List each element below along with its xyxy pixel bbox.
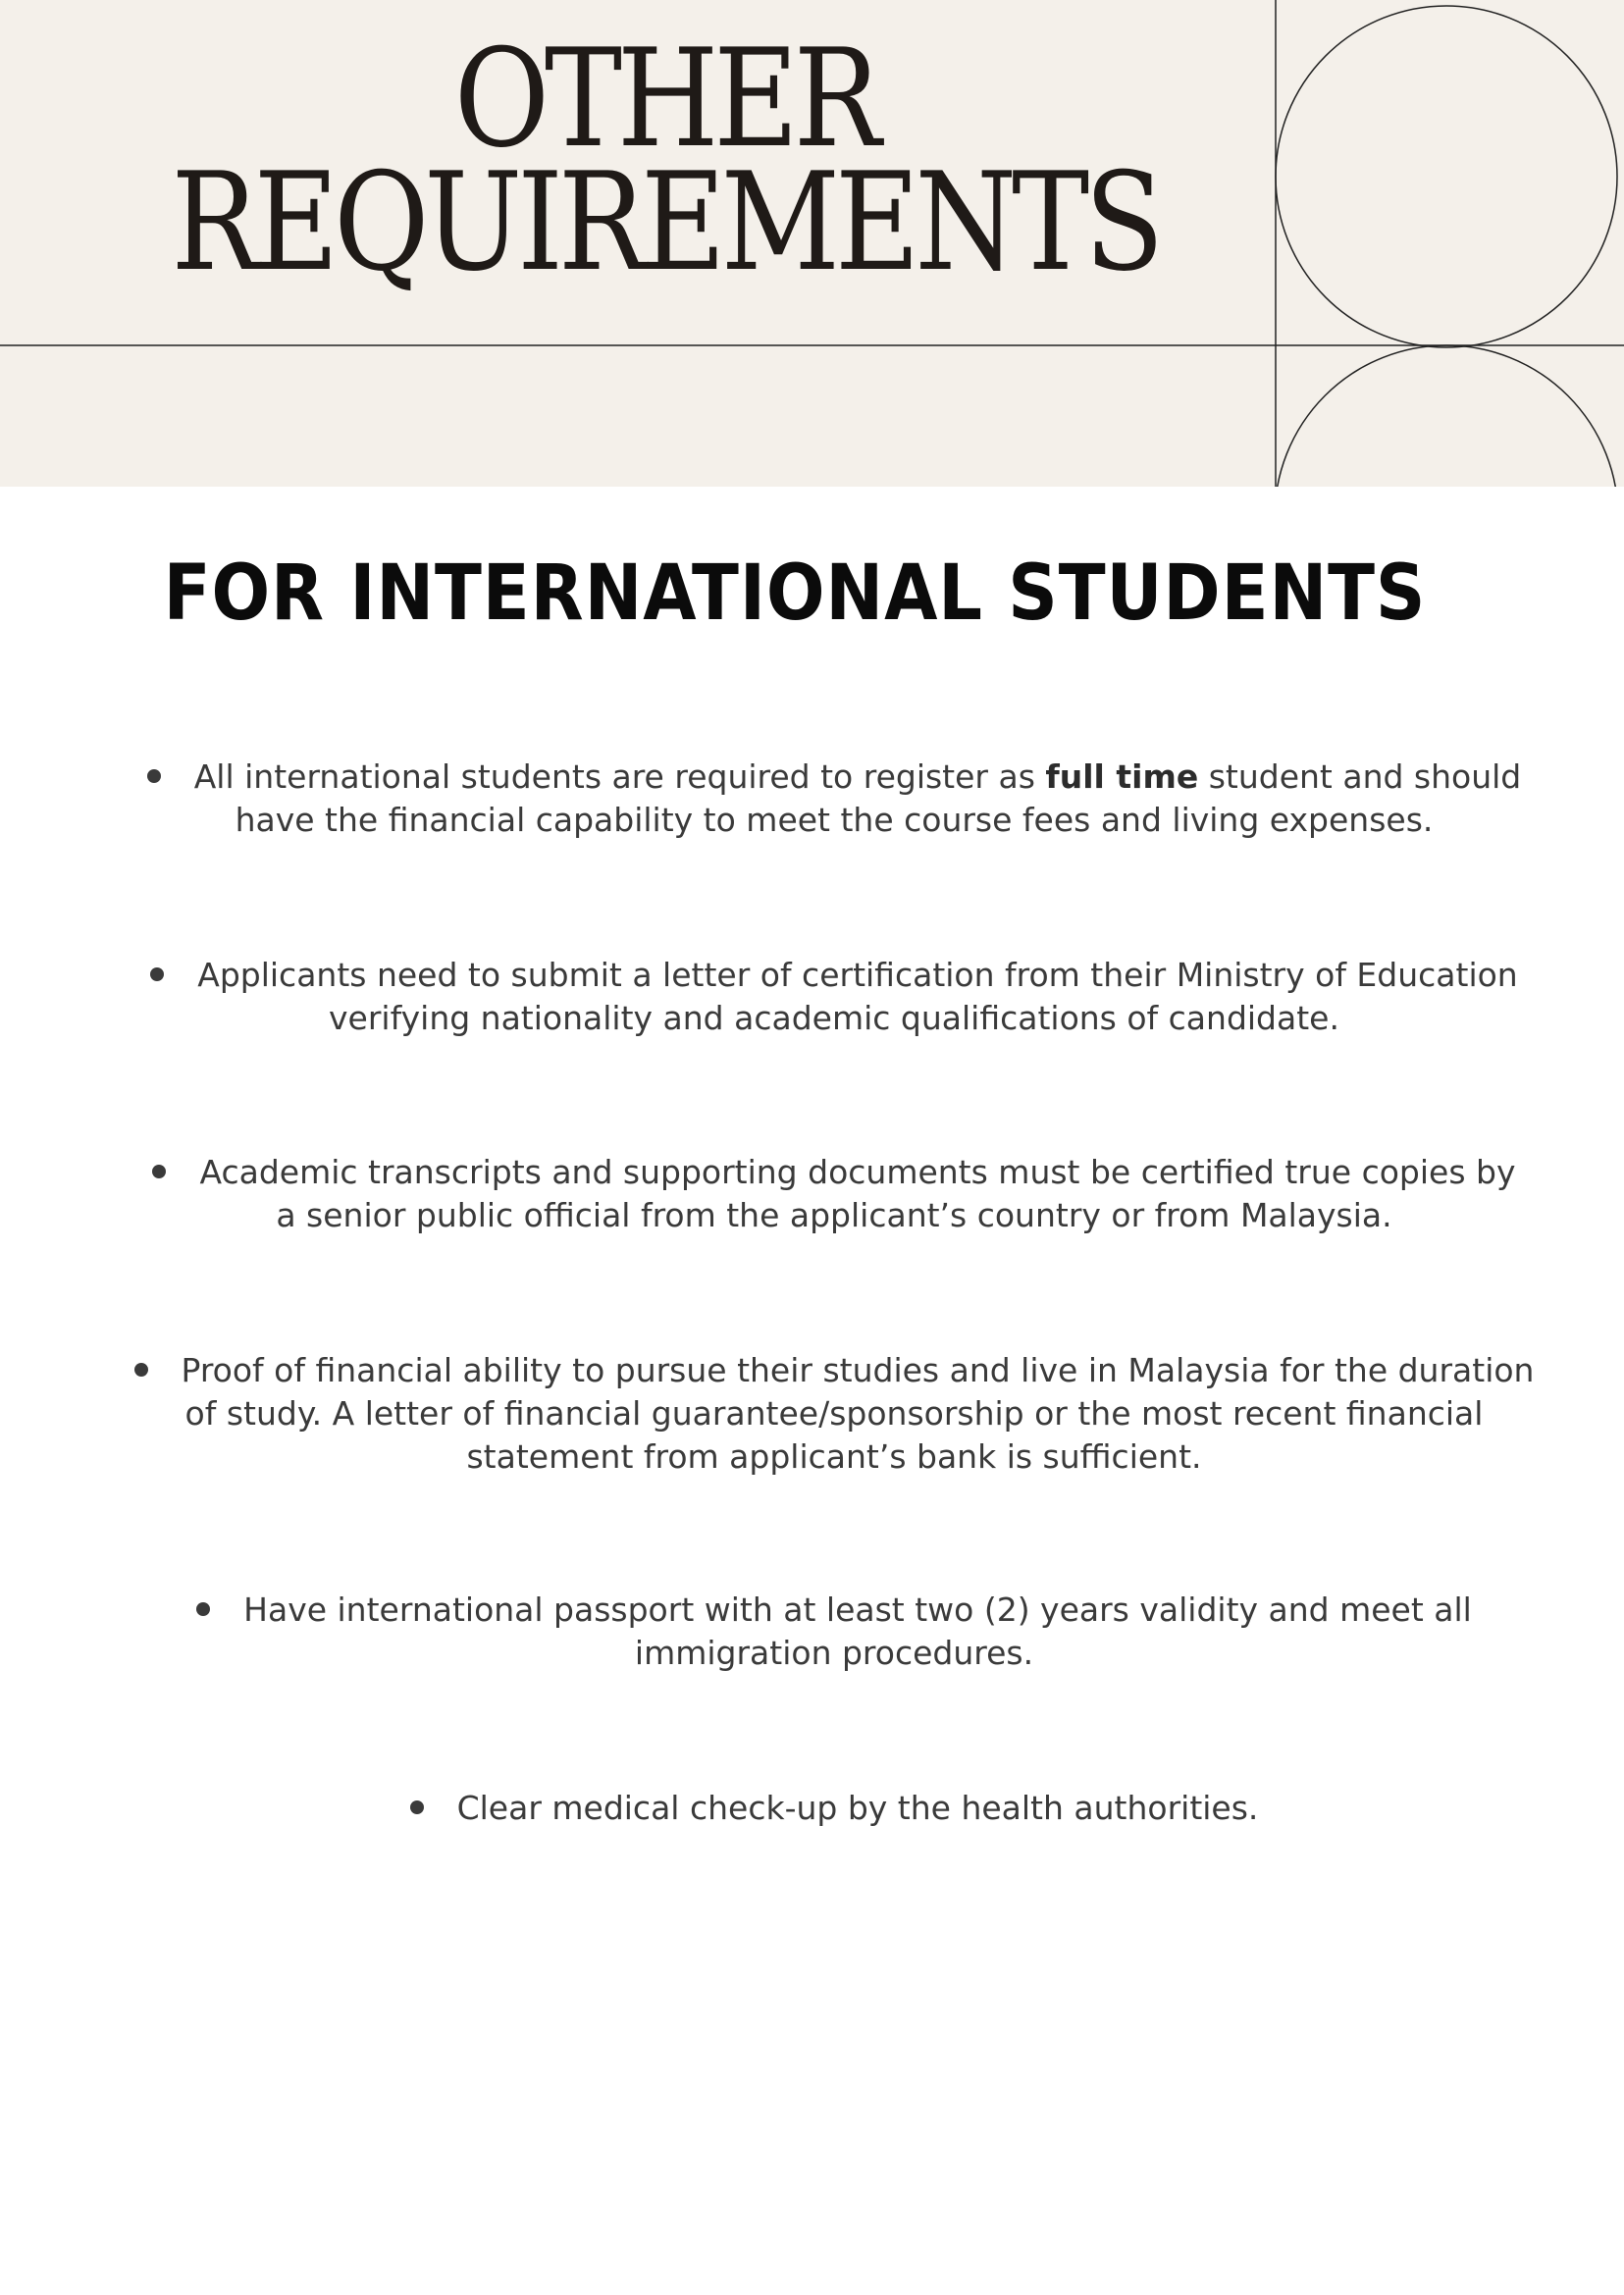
page-title [93,20,1236,301]
bullet-icon [147,769,161,783]
lower-circle [1275,345,1618,487]
title-line-2: REQUIREMENTS [171,143,1160,301]
bullet-icon [134,1363,148,1377]
upper-circle [1276,6,1617,347]
list-item [118,1349,1550,1479]
item-text: Proof of financial ability to pursue their studies and live in Malaysia for the duration of study. A letter of financial guarantee/sponsorship or the most recent financial statement from applicant’s bank is sufficient. [181,1351,1535,1476]
list-item [147,1151,1521,1237]
item-text: Clear medical check-up by the health authorities. [456,1789,1259,1827]
item-text-after: student and should have the financial capability to meet the course fees and living expenses. [235,757,1522,839]
section-heading: FOR INTERNATIONAL STUDENTS [163,549,1427,638]
bullet-icon [152,1165,166,1178]
item-text: Academic transcripts and supporting documents must be certified true copies by a senior public official from the applicant’s country or from Malaysia. [199,1153,1516,1234]
list-item [118,756,1550,842]
item-text: Applicants need to submit a letter of certification from their Ministry of Education verifying nationality and academic qualifications of candidate. [197,956,1518,1037]
title-line-1: OTHER [453,20,876,178]
item-text: Have international passport with at least two (2) years validity and meet all immigration procedures. [243,1591,1472,1672]
list-item [147,954,1521,1040]
bullet-icon [410,1800,424,1814]
bullet-icon [150,967,164,981]
bullet-icon [196,1602,210,1616]
list-item [118,1589,1550,1675]
item-text-before: All international students are required to register as [193,757,1046,796]
item-text-bold: full time [1045,757,1199,796]
list-item [118,1787,1550,1830]
